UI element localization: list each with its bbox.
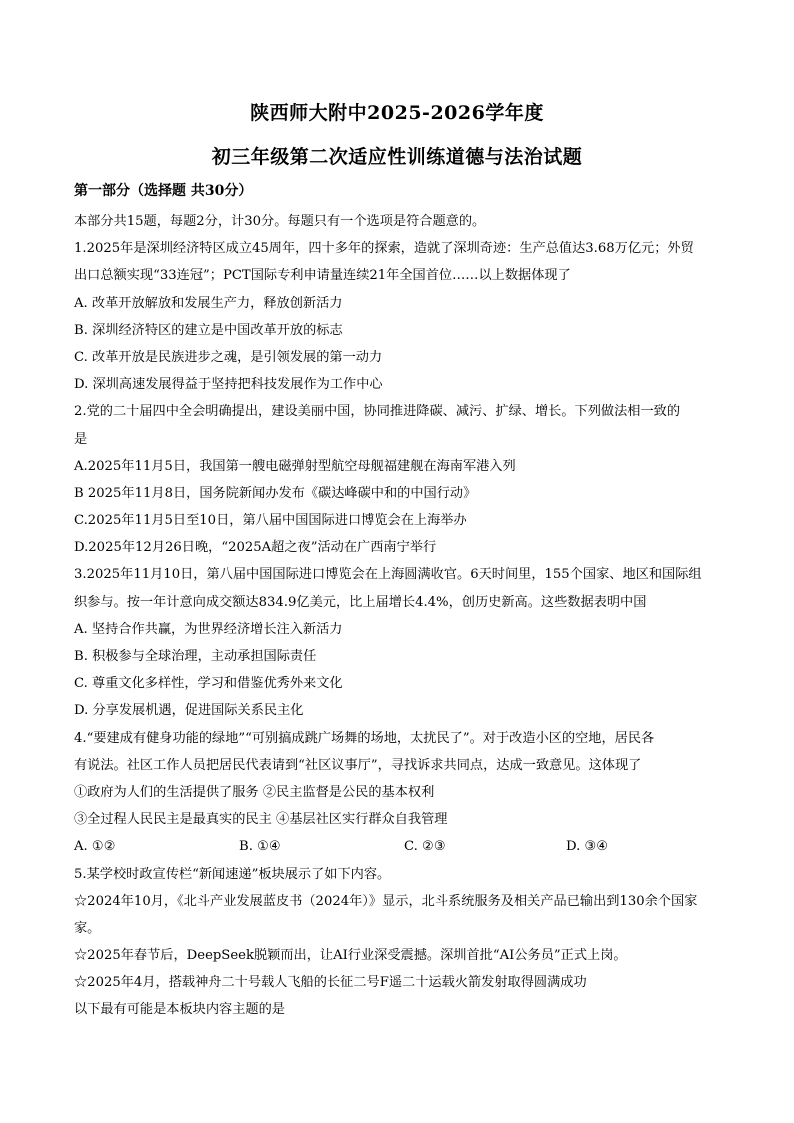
q2-option-b: B 2025年11月8日，国务院新闻办发布《碳达峰碳中和的中国行动》 [74, 485, 477, 501]
q4-options [74, 833, 722, 860]
q2-option-a: A.2025年11月5日，我国第一艘电磁弹射型航空母舰福建舰在海南军港入列 [74, 458, 516, 474]
section-instructions: 本部分共15题，每题2分，计30分。每题只有一个选项是符合题意的。 [74, 214, 486, 229]
q2-option-d: D.2025年12月26日晚，“2025A超之夜”活动在广西南宁举行 [74, 540, 437, 556]
q4-option-a: A. ①② [74, 839, 116, 855]
q2-stem-line2: 是 [74, 431, 88, 447]
q4-statements-line2: ③全过程人民民主是最真实的民主 ④基层社区实行群众自我管理 [74, 812, 448, 828]
q5-news-item3: ☆2025年4月，搭载神舟二十号载人飞船的长征二号F遥二十运载火箭发射取得圆满成功 [74, 975, 587, 991]
q5-question: 以下最有可能是本板块内容主题的是 [74, 1002, 285, 1018]
q4-option-c: C. ②③ [404, 839, 446, 855]
q1-option-c: C. 改革开放是民族进步之魂，是引领发展的第一动力 [74, 349, 383, 365]
section-heading: 第一部分（选择题 共30分） [74, 183, 253, 199]
q5-news-item1-line1: ☆2024年10月，《北斗产业发展蓝皮书（2024年）》显示，北斗系统服务及相关产品已输出到130余个国家 [74, 893, 698, 909]
q4-stem-line2: 有说法。社区工作人员把居民代表请到“社区议事厅”，寻找诉求共同点，达成一致意见。这体现了 [74, 757, 642, 773]
q3-option-d: D. 分享发展机遇，促进国际关系民主化 [74, 703, 304, 719]
q1-stem-line1: 1.2025年是深圳经济特区成立45周年，四十多年的探索，造就了深圳奇迹：生产总值达3.68万亿元；外贸 [74, 241, 694, 257]
q1-stem-line2: 出口总额实现“33连冠”；PCT国际专利申请量连续21年全国首位……以上数据体现了 [74, 268, 571, 284]
q4-option-b: B. ①④ [239, 839, 281, 855]
q4-option-d: D. ③④ [566, 839, 609, 855]
q5-news-item1-line2: 家。 [74, 920, 101, 936]
q1-option-a: A. 改革开放解放和发展生产力，释放创新活力 [74, 295, 343, 311]
q3-option-c: C. 尊重文化多样性，学习和借鉴优秀外来文化 [74, 676, 343, 692]
q3-option-b: B. 积极参与全球治理，主动承担国际责任 [74, 649, 317, 664]
q3-option-a: A. 坚持合作共赢，为世界经济增长注入新活力 [74, 621, 343, 637]
exam-title-school: 陕西师大附中2025-2026学年度 [250, 102, 544, 124]
q2-stem-line1: 2.党的二十届四中全会明确提出，建设美丽中国，协同推进降碳、减污、扩绿、增长。下列做法相一致的 [74, 404, 681, 420]
q5-stem-line1: 5.某学校时政宣传栏“新闻速递”板块展示了如下内容。 [74, 866, 391, 882]
q1-option-b: B. 深圳经济特区的建立是中国改革开放的标志 [74, 322, 343, 338]
q3-stem-line1: 3.2025年11月10日，第八届中国国际进口博览会在上海圆满收官。6天时间里，155个国家、地区和国际组 [74, 567, 702, 583]
q4-stem-line1: 4.“要建成有健身功能的绿地”“可别搞成跳广场舞的场地，太扰民了”。对于改造小区的空地，居民各 [74, 730, 655, 746]
q2-option-c: C.2025年11月5日至10日，第八届中国国际进口博览会在上海举办 [74, 513, 467, 529]
exam-title-subject: 初三年级第二次适应性训练道德与法治试题 [211, 146, 583, 168]
q3-stem-line2: 织参与。按一年计意向成交额达834.9亿美元，比上届增长4.4%，创历史新高。这些数据表明中国 [74, 594, 647, 610]
exam-content [74, 208, 722, 1024]
q4-statements-line1: ①政府为人们的生活提供了服务 ②民主监督是公民的基本权利 [74, 784, 435, 800]
q1-option-d: D. 深圳高速发展得益于坚持把科技发展作为工作中心 [74, 377, 383, 393]
q5-news-item2: ☆2025年春节后，DeepSeek脱颖而出，让AI行业深受震撼。深圳首批“AI公务员”正式上岗。 [74, 948, 627, 964]
